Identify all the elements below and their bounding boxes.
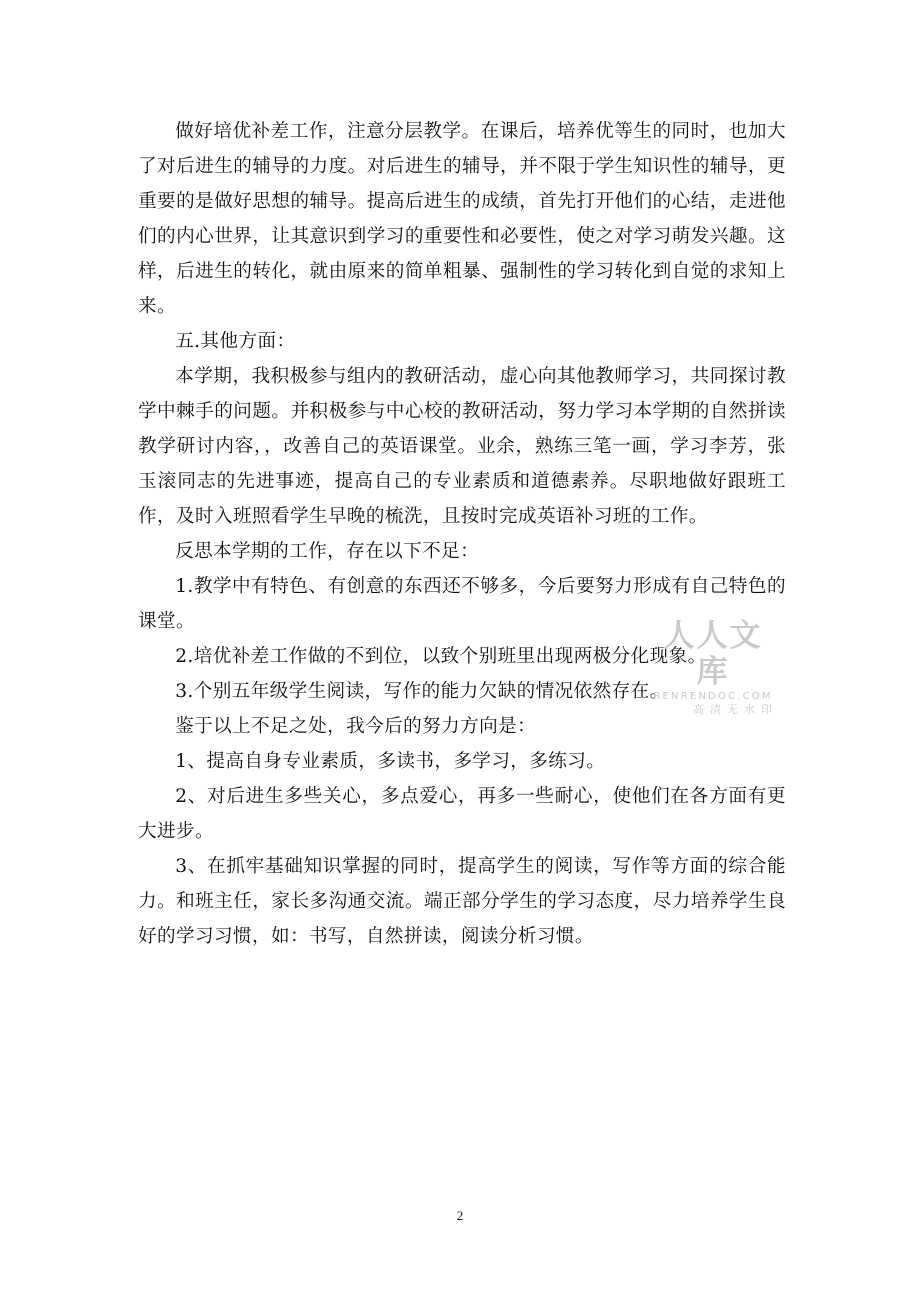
paragraph-improvement-intro: 鉴于以上不足之处，我今后的努力方向是： [175,716,537,737]
improvement-item-1: 1、提高自身专业素质，多读书，多学习，多练习。 [175,751,606,772]
section-heading-other: 五.其他方面： [175,331,296,352]
paragraph-teaching-research: 本学期，我积极参与组内的教研活动，虚心向其他教师学习，共同探讨教学中棘手的问题。并积极参与中心校的教研活动，努力学习本学期的自然拼读教学研讨内容，，改善自己的英语课堂。业余，熟练三笔一画，学习李芳，张玉滚同志的先进事迹，提高自己的专业素质和道德素养。尽职地做好跟班工作，及时入班照看学生早晚的梳洗，且按时完成英语补习班的工作。 [138,366,786,527]
paragraph-reflection-intro: 反思本学期的工作，存在以下不足： [175,541,480,562]
watermark-logo-text: 人人文库 [663,618,763,690]
improvement-item-2: 2、对后进生多些关心，多点爱心，再多一些耐心，使他们在各方面有更大进步。 [138,786,786,842]
shortcoming-item-3: 3.个别五年级学生阅读，写作的能力欠缺的情况依然存在。 [175,681,669,702]
watermark-subtitle: 高清无水印 [693,703,778,716]
shortcoming-item-2: 2.培优补差工作做的不到位，以致个别班里出现两极分化现象。 [175,646,707,667]
improvement-item-3: 3、在抓牢基础知识掌握的同时，提高学生的阅读，写作等方面的综合能力。和班主任，家长多沟通交流。端正部分学生的学习态度，尽力培养学生良好的学习习惯，如：书写，自然拼读，阅读分析习惯。 [138,856,786,947]
paragraph-tutoring: 做好培优补差工作，注意分层教学。在课后，培养优等生的同时，也加大了对后进生的辅导的力度。对后进生的辅导，并不限于学生知识性的辅导，更重要的是做好思想的辅导。提高后进生的成绩，首先打开他们的心结，走进他们的内心世界，让其意识到学习的重要性和必要性，使之对学习萌发兴趣。这样，后进生的转化，就由原来的简单粗暴、强制性的学习转化到自觉的求知上来。 [138,121,786,317]
body-text [138,114,786,954]
watermark-domain: RENRENDOC.COM [653,691,773,702]
shortcoming-item-1: 1.教学中有特色、有创意的东西还不够多，今后要努力形成有自己特色的课堂。 [138,576,786,632]
page-number: 2 [456,1208,464,1223]
